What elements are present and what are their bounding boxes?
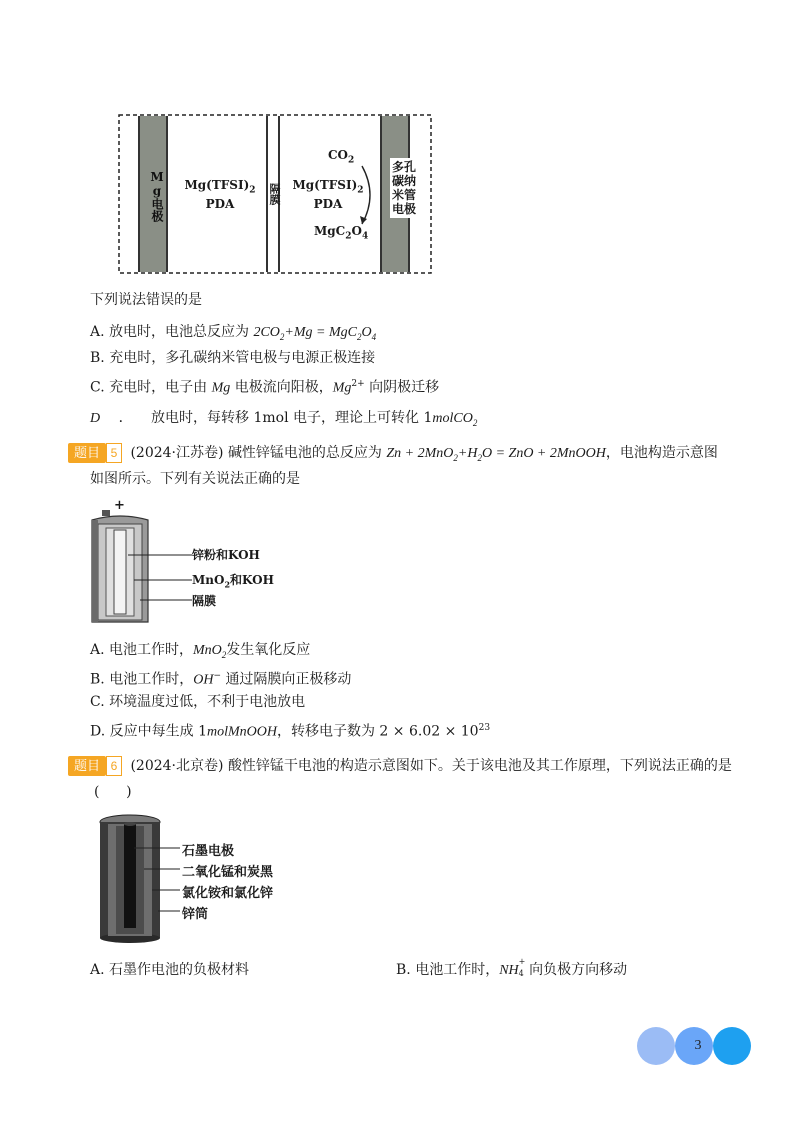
q6-header: 题目 6 (2024·北京卷) 酸性锌锰干电池的构造示意图如下。关于该电池及其工作原理，下列说法正确的是 <box>68 756 732 776</box>
mg-electrode-label: Mg电极 <box>150 170 164 222</box>
alkaline-leader-lines <box>128 500 198 620</box>
q5-badge: 题目 <box>68 443 106 463</box>
q5-equation: $Zn + 2MnO_2+H_2O$ = ZnO + 2MnOOH <box>386 446 606 463</box>
alkaline-label-membrane: 隔膜 <box>192 594 217 608</box>
carbon-electrode-label <box>392 158 432 238</box>
dry-cell-leader-lines <box>134 812 184 944</box>
dry-cell-label-mno2: 二氧化锰和炭黑 <box>182 865 274 880</box>
electrolyte-left: $Mg(TFSI)_2$ PDA <box>184 178 256 212</box>
dry-cell-label-zinc: 锌筒 <box>182 907 209 922</box>
q4-prompt: 下列说法错误的是 <box>90 292 202 308</box>
figure-dry-cell <box>96 812 276 944</box>
q6-badge: 题目 <box>68 756 106 776</box>
membrane-label: 隔膜 <box>268 183 281 205</box>
q5-line2: 如图所示。下列有关说法正确的是 <box>90 471 300 487</box>
page-number: 3 <box>694 1038 702 1053</box>
q6-option-b[interactable]: B. 电池工作时，NH + 4 向负极方向移动 <box>396 957 628 978</box>
figure-alkaline-battery <box>88 498 274 626</box>
q5-number: 5 <box>106 443 122 463</box>
battery-plus: + <box>114 498 125 513</box>
q6-option-a[interactable]: A. 石墨作电池的负极材料 <box>90 962 250 978</box>
q6-number: 6 <box>106 756 122 776</box>
q5-option-d[interactable]: D. 反应中每生成 1molMnOOH，转移电子数为 $2 \times 6.02 \times 10^{23}$ <box>90 723 491 740</box>
q6-paren: ( ) <box>94 784 132 800</box>
electrolyte-right: $Mg(TFSI)_2$ PDA <box>292 178 364 212</box>
q4-option-a-equation: $2CO_2+Mg = MgC_2O_4$ <box>253 325 377 342</box>
alkaline-label-mno2: MnO$_2$和KOH <box>192 573 274 590</box>
q5-option-b[interactable]: B. 电池工作时，OH− 通过隔膜向正极移动 <box>90 671 352 688</box>
q4-option-d[interactable]: D ． 放电时，每转移 1mol 电子，理论上可转化 1molCO$_2$ <box>90 410 478 428</box>
q4-option-b[interactable]: B. 充电时，多孔碳纳米管电极与电源正极连接 <box>90 350 376 366</box>
carbon-electrode-text: 多孔碳纳米管电极 <box>391 160 416 216</box>
dry-cell-label-graphite: 石墨电极 <box>182 844 235 859</box>
figure-mg-co2-battery <box>118 114 432 274</box>
alkaline-label-zinc: 锌粉和KOH <box>192 548 260 562</box>
q5-option-a[interactable]: A. 电池工作时，MnO$_2$发生氧化反应 <box>90 642 311 660</box>
q4-option-a[interactable]: A. 放电时，电池总反应为 $2CO_2+Mg = MgC_2O_4$ <box>90 324 377 342</box>
q5-header: 题目 5 (2024·江苏卷) 碱性锌锰电池的总反应为 $Zn + 2MnO_2+H_2O$ = ZnO + 2MnOOH，电池构造示意图 <box>68 443 718 468</box>
dry-cell-label-chlorides: 氯化铵和氯化锌 <box>182 886 274 901</box>
co2-label: $CO_2$ <box>328 148 355 166</box>
reaction-arrows <box>348 162 382 228</box>
q4-option-c[interactable]: C. 充电时，电子由 Mg 电极流向阳极，$Mg^{2+}$ 向阴极迁移 <box>90 379 440 396</box>
q5-option-c[interactable]: C. 环境温度过低，不利于电池放电 <box>90 694 306 710</box>
mgc2o4-label: $MgC_2O_4$ <box>314 224 369 242</box>
